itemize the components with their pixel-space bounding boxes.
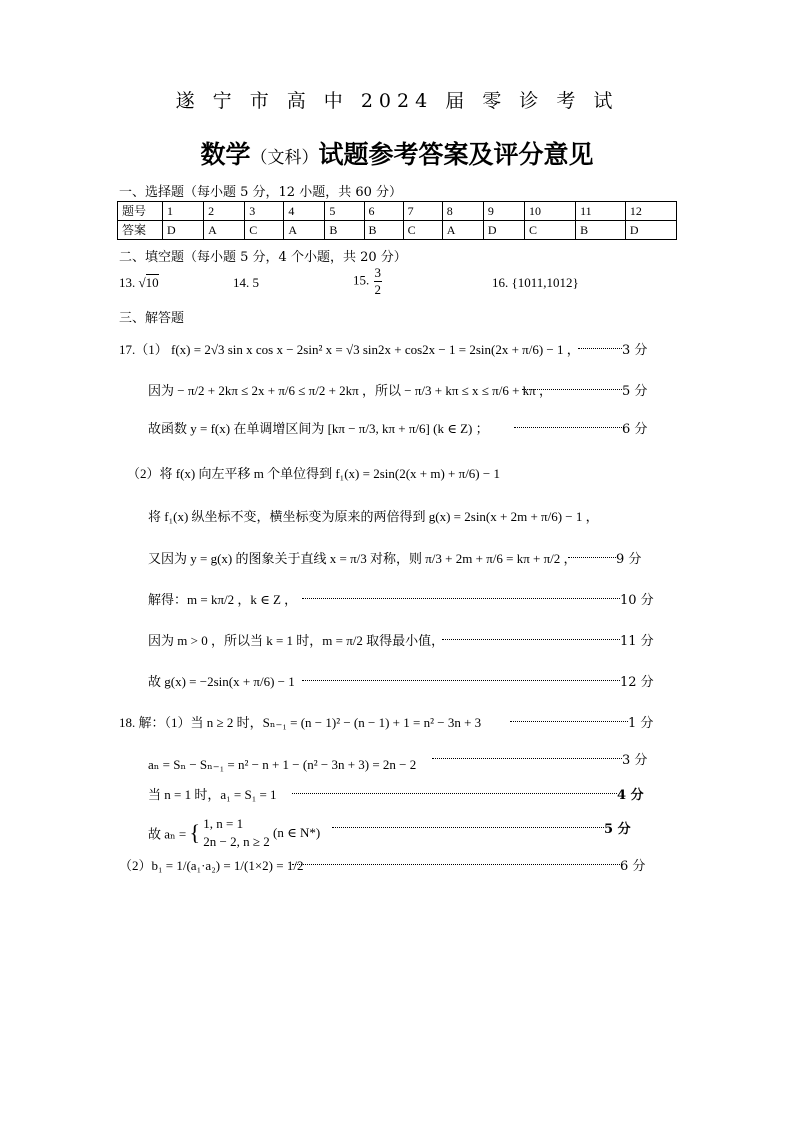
q18-line5: （2）b₁ = 1/(a₁·a₂) = 1/(1×2) = 1/2: [119, 858, 304, 873]
q17-line6: 又因为 y = g(x) 的图象关于直线 x = π/3 对称，则 π/3 + 2m + π/6 = kπ + π/2 ，: [148, 551, 577, 566]
number-cell: 1: [163, 202, 204, 221]
dot-leader: [510, 720, 628, 722]
q18-score-2: 3 分: [622, 753, 648, 768]
q18-score-5: 6 分: [620, 859, 646, 874]
number-cell: 10: [524, 202, 575, 221]
row-label-answer: 答案: [118, 221, 163, 240]
q15-fraction: [374, 265, 383, 298]
document-title: [0, 135, 794, 171]
q18-score-3: 4 分: [617, 788, 644, 803]
q17-score-2: 5 分: [622, 384, 648, 399]
q18-piecewise: [203, 815, 269, 851]
school-exam-title: 遂 宁 市 高 中 2024 届 零 诊 考 试: [175, 90, 619, 112]
section-solution-heading: 三、解答题: [119, 311, 185, 326]
dot-leader: [292, 792, 617, 794]
q17-line9: 故 g(x) = −2sin(x + π/6) − 1: [148, 674, 295, 689]
dot-leader: [514, 426, 622, 428]
title-subject: 数学: [200, 140, 251, 169]
left-brace: {: [189, 820, 201, 845]
q18-line3: 当 n = 1 时，a₁ = S₁ = 1: [148, 787, 277, 802]
answer-cell: B: [364, 221, 403, 240]
q18-case-2: 2n − 2, n ≥ 2: [203, 834, 270, 849]
dot-leader: [432, 757, 622, 759]
number-cell: 4: [284, 202, 325, 221]
q17-line3: 故函数 y = f(x) 在单调增区间为 [kπ − π/3, kπ + π/6] (k ∈ Z) ；: [148, 421, 489, 436]
answer-table: [117, 201, 677, 240]
q17-score-6: 11 分: [620, 634, 654, 649]
answer-cell: B: [576, 221, 626, 240]
q17-score-5: 10 分: [620, 593, 654, 608]
fill-answer-15: [353, 265, 383, 298]
q16-value: {1011,1012}: [511, 275, 579, 290]
dot-leader: [578, 347, 622, 349]
q17-line2: 因为 − π/2 + 2kπ ≤ 2x + π/6 ≤ π/2 + 2kπ ，所以 − π/3 + kπ ≤ x ≤ π/6 + kπ ，: [148, 383, 552, 398]
section-choice-heading: 一、选择题（每小题 5 分，12 小题，共 60 分）: [119, 185, 403, 200]
q17-line5: 将 f₁(x) 纵坐标不变，横坐标变为原来的两倍得到 g(x) = 2sin(x + 2m + π/6) − 1 ，: [148, 509, 599, 524]
q15-denominator: 2: [374, 282, 381, 297]
q18-score-1: 1 分: [628, 716, 654, 731]
title-paren: （文科）: [250, 148, 319, 168]
dot-leader: [332, 826, 604, 828]
q15-numerator: 3: [374, 265, 381, 280]
answer-cell: C: [245, 221, 284, 240]
q18-line4: [148, 815, 320, 851]
number-cell: 12: [625, 202, 676, 221]
answer-cell: D: [625, 221, 676, 240]
dot-leader: [568, 556, 616, 558]
fill-answer-16: [492, 275, 579, 291]
answer-cell: C: [524, 221, 575, 240]
fill-answer-13: [119, 275, 159, 291]
dot-leader: [302, 597, 620, 599]
q18-case-1: 1, n = 1: [203, 816, 244, 831]
answer-cell: A: [442, 221, 483, 240]
q13-value: 10: [145, 275, 159, 290]
answer-cell: B: [325, 221, 364, 240]
answer-cell: D: [483, 221, 524, 240]
q16-number: 16.: [492, 275, 509, 290]
title-rest: 试题参考答案及评分意见: [318, 140, 594, 169]
q18-line1: 18. 解：（1）当 n ≥ 2 时，Sₙ₋₁ = (n − 1)² − (n − 1) + 1 = n² − 3n + 3: [119, 715, 482, 730]
q18-score-4: 5 分: [604, 822, 631, 837]
dot-leader: [292, 863, 620, 865]
q17-score-3: 6 分: [622, 422, 648, 437]
q18-line2: aₙ = Sₙ − Sₙ₋₁ = n² − n + 1 − (n² − 3n + 3) = 2n − 2: [148, 757, 417, 772]
number-cell: 2: [204, 202, 245, 221]
fill-answer-14: 14. 5: [233, 275, 259, 290]
q15-number: 15.: [353, 272, 370, 288]
number-cell: 7: [403, 202, 442, 221]
q17-line4: （2）将 f(x) 向左平移 m 个单位得到 f₁(x) = 2sin(2(x + m) + π/6) − 1: [127, 466, 500, 481]
dot-leader: [302, 679, 620, 681]
dot-leader: [522, 388, 622, 390]
dot-leader: [442, 638, 620, 640]
answer-cell: C: [403, 221, 442, 240]
q13-number: 13.: [119, 275, 136, 290]
q17-score-4: 9 分: [616, 552, 642, 567]
number-cell: 6: [364, 202, 403, 221]
q17-score-7: 12 分: [620, 675, 654, 690]
number-cell: 3: [245, 202, 284, 221]
q17-score-1: 3 分: [622, 343, 648, 358]
q17-line1: [119, 339, 580, 358]
q17-line1-formula: f(x) = 2√3 sin x cos x − 2sin² x = √3 sin2x + cos2x − 1 = 2sin(2x + π/6) − 1 ，: [171, 342, 580, 357]
number-cell: 9: [483, 202, 524, 221]
q18-case-suffix: (n ∈ N*): [273, 825, 321, 840]
q18-case-prefix: 故 aₙ =: [148, 826, 187, 842]
number-cell: 11: [576, 202, 626, 221]
answer-table-answer-row: [118, 221, 677, 240]
answer-table-number-row: [118, 202, 677, 221]
section-fill-heading: 二、填空题（每小题 5 分，4 个小题，共 20 分）: [119, 250, 407, 265]
number-cell: 8: [442, 202, 483, 221]
answer-cell: A: [204, 221, 245, 240]
answer-cell: D: [163, 221, 204, 240]
q17-line8: 因为 m > 0 ，所以当 k = 1 时，m = π/2 取得最小值，: [148, 633, 445, 648]
q17-part1-label: 17.（1）: [119, 342, 168, 357]
sqrt-symbol: √: [138, 275, 146, 290]
number-cell: 5: [325, 202, 364, 221]
q17-line7: 解得：m = kπ/2 ，k ∈ Z ，: [148, 592, 298, 607]
row-label-number: 题号: [118, 202, 163, 221]
answer-cell: A: [284, 221, 325, 240]
